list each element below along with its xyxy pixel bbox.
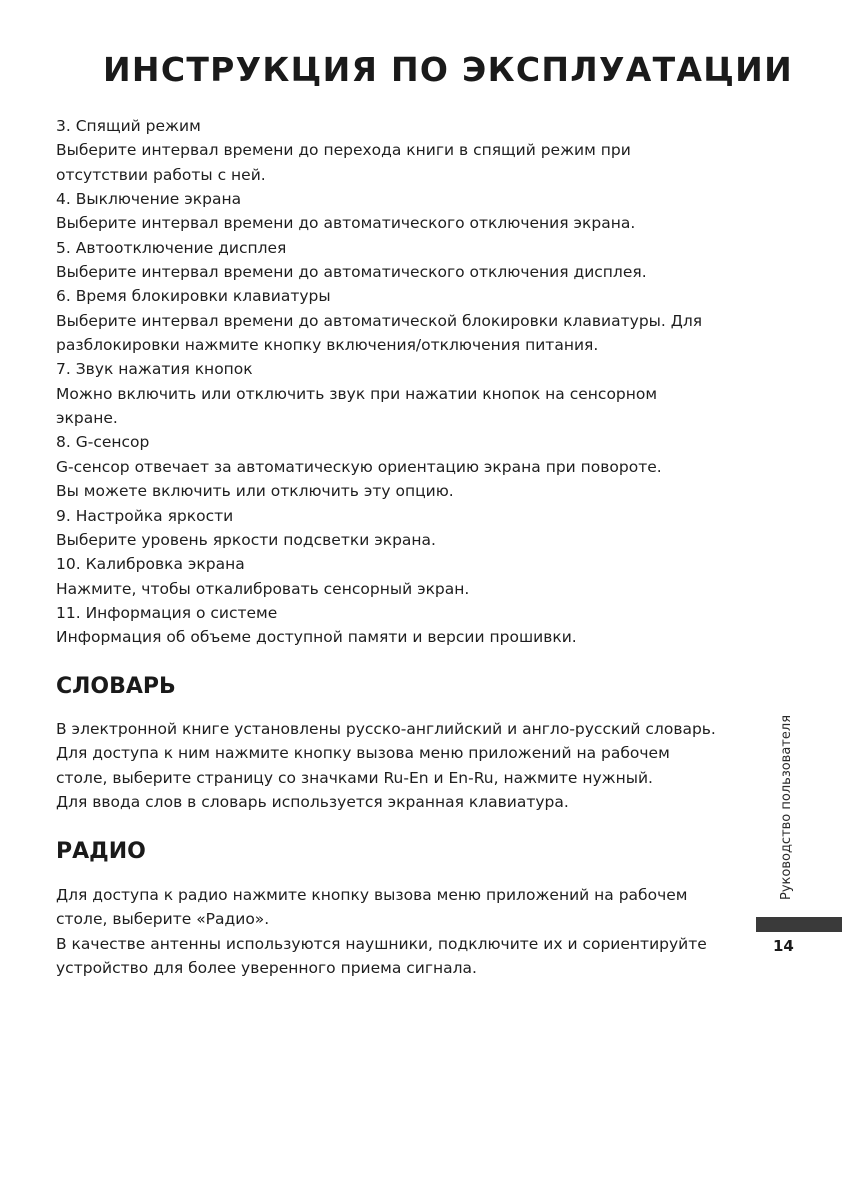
settings-line: G-сенсор отвечает за автоматическую ориентацию экрана при повороте. xyxy=(56,457,662,476)
page-number: 14 xyxy=(773,937,794,955)
sidebar-label xyxy=(767,707,807,907)
settings-line: 10. Калибровка экрана xyxy=(56,555,245,574)
settings-line: 6. Время блокировки клавиатуры xyxy=(56,287,331,306)
settings-line: 5. Автоотключение дисплея xyxy=(56,238,287,257)
settings-line: 8. G-сенсор xyxy=(56,433,150,452)
radio-line: столе, выберите «Радио». xyxy=(56,910,270,929)
radio-line: устройство для более уверенного приема сигнала. xyxy=(56,959,477,978)
settings-line: Можно включить или отключить звук при нажатии кнопок на сенсорном xyxy=(56,384,658,403)
settings-line: отсутствии работы с ней. xyxy=(56,165,266,184)
dictionary-line: Для доступа к ним нажмите кнопку вызова меню приложений на рабочем xyxy=(56,744,670,763)
settings-line: Выберите уровень яркости подсветки экрана. xyxy=(56,530,436,549)
sidebar-tab-bar xyxy=(756,917,842,932)
settings-line: Выберите интервал времени до автоматического отключения дисплея. xyxy=(56,263,647,282)
settings-line: Информация об объеме доступной памяти и версии прошивки. xyxy=(56,628,577,647)
radio-section xyxy=(56,883,746,980)
settings-line: Выберите интервал времени до перехода книги в спящий режим при xyxy=(56,141,631,160)
settings-line: 3. Спящий режим xyxy=(56,117,201,135)
settings-line: Выберите интервал времени до автоматического отключения экрана. xyxy=(56,214,636,233)
dictionary-heading: СЛОВАРЬ xyxy=(56,674,176,699)
dictionary-section xyxy=(56,717,746,814)
settings-line: 7. Звук нажатия кнопок xyxy=(56,360,253,379)
settings-line: разблокировки нажмите кнопку включения/отключения питания. xyxy=(56,336,599,355)
radio-heading: РАДИО xyxy=(56,839,146,864)
settings-section xyxy=(56,114,746,650)
dictionary-line: Для ввода слов в словарь используется экранная клавиатура. xyxy=(56,793,569,812)
settings-line: 4. Выключение экрана xyxy=(56,190,242,209)
dictionary-line: столе, выберите страницу со значками Ru-En и En-Ru, нажмите нужный. xyxy=(56,768,653,787)
page-title: ИНСТРУКЦИЯ ПО ЭКСПЛУАТАЦИИ xyxy=(103,50,793,89)
sidebar-label-text: Руководство пользователя xyxy=(779,714,795,900)
settings-line: Нажмите, чтобы откалибровать сенсорный экран. xyxy=(56,579,470,598)
settings-line: 11. Информация о системе xyxy=(56,603,278,622)
settings-line: экране. xyxy=(56,409,118,428)
settings-line: Вы можете включить или отключить эту опцию. xyxy=(56,482,454,501)
dictionary-line: В электронной книге установлены русско-английский и англо-русский словарь. xyxy=(56,720,716,738)
settings-line: Выберите интервал времени до автоматической блокировки клавиатуры. Для xyxy=(56,311,703,330)
settings-line: 9. Настройка яркости xyxy=(56,506,234,525)
radio-line: В качестве антенны используются наушники, подключите их и сориентируйте xyxy=(56,934,707,953)
radio-line: Для доступа к радио нажмите кнопку вызова меню приложений на рабочем xyxy=(56,886,688,904)
